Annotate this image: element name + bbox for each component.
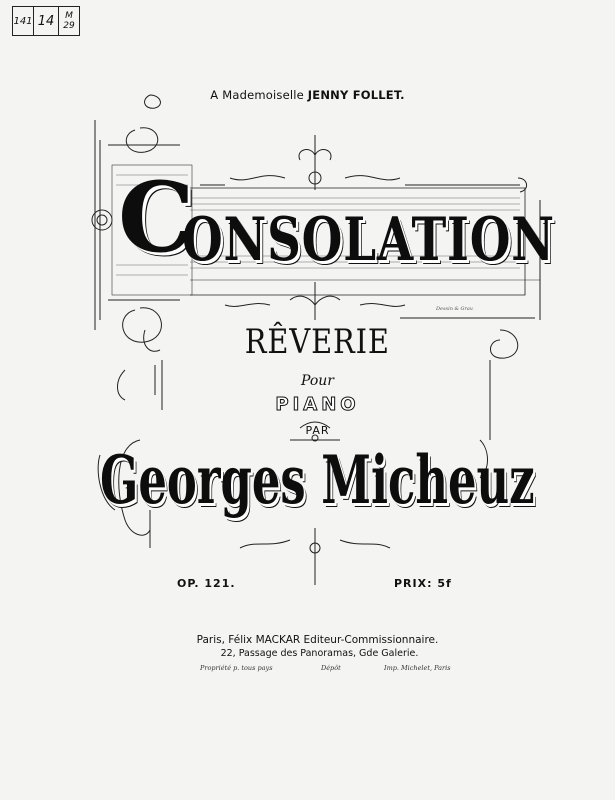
dedication-prefix: A Mademoiselle bbox=[210, 88, 304, 102]
stamp-cell-3-top: M bbox=[65, 11, 73, 21]
dedicatee-name: JENNY FOLLET. bbox=[307, 88, 405, 102]
opus-number: OP. 121. bbox=[177, 577, 236, 590]
stamp-cell-1: 141 bbox=[13, 7, 34, 35]
engraver-note: Dessin & Grav. bbox=[436, 306, 474, 312]
stamp-cell-2: 14 bbox=[34, 7, 59, 35]
title-rest: ONSOLATION bbox=[182, 205, 555, 275]
title-initial: C bbox=[118, 161, 196, 274]
composer-text: Georges Micheuz bbox=[100, 441, 535, 519]
footnote-left: Propriété p. tous pays bbox=[200, 664, 273, 672]
stamp-cell-3-bottom: 29 bbox=[63, 21, 75, 31]
work-title bbox=[118, 161, 555, 275]
address-line: 22, Passage des Panoramas, Gde Galerie. bbox=[220, 648, 419, 659]
composer-name bbox=[100, 440, 535, 520]
publisher-line: Paris, Félix MACKAR Editeur-Commissionnaire. bbox=[196, 634, 439, 646]
dedication bbox=[0, 88, 615, 102]
instrument: PIANO bbox=[275, 394, 360, 415]
footnote-right: Imp. Michelet, Paris bbox=[384, 664, 451, 672]
pour-text: Pour bbox=[301, 373, 334, 389]
price: PRIX: 5f bbox=[394, 577, 452, 590]
footnote-middle: Dépôt bbox=[321, 664, 341, 672]
subtitle bbox=[0, 322, 615, 362]
par-text: PAR bbox=[305, 424, 330, 437]
subtitle-text: RÊVERIE bbox=[244, 322, 391, 362]
